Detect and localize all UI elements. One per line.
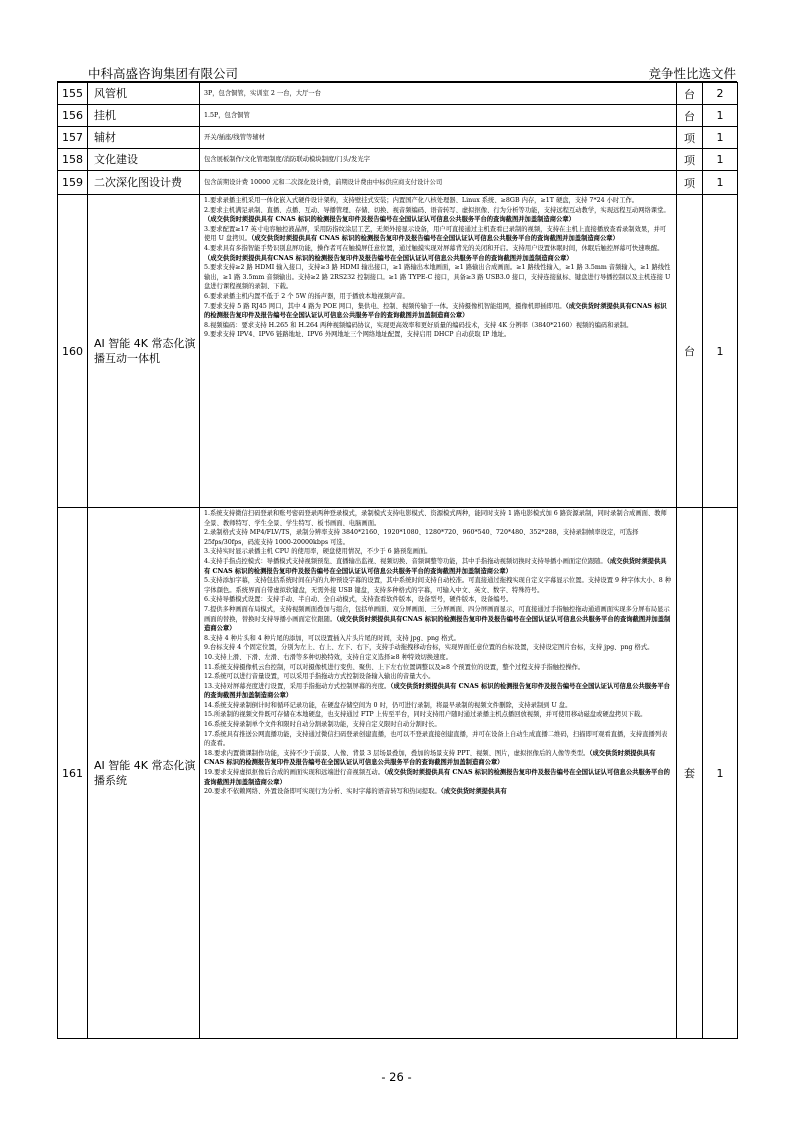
item-quantity: 1 [703, 195, 738, 508]
item-quantity: 1 [703, 105, 738, 127]
spec-text: 11.系统支持摄像机云台控制，可以对摄像机进行变焦、聚焦、上下左右位置调整以及≥8 个预置位的设置，整个过程支持手指触控操作。 [204, 663, 585, 671]
item-unit: 项 [677, 127, 703, 149]
item-name: AI 智能 4K 常态化演播系统 [88, 508, 200, 1039]
spec-text: 1.要求录播主机采用一体化嵌入式硬件设计架构，支持壁挂式安装；内置国产化八核处理器、Linux 系统、≥8GB 内存，≥1T 硬盘，支持 7*24 小时工作。 [204, 197, 639, 204]
spec-item [204, 206, 672, 225]
spec-item [204, 730, 672, 749]
item-unit: 套 [677, 508, 703, 1039]
spec-item [204, 605, 672, 634]
item-name: AI 智能 4K 常态化演播互动一体机 [88, 195, 200, 508]
spec-item [204, 196, 672, 206]
spec-text: 2.录制格式支持 MP4/FLV/TS，录制分辨率支持 3840*2160、1920*1080、1280*720、960*540、720*480、352*288，支持录制帧率设定，可选择 25fps/30fps，码流支持 1000-20000kbps 可选。 [204, 529, 639, 546]
spec-item [204, 720, 672, 730]
item-description: 开关/插座/线管等辅材 [200, 127, 677, 149]
page-number: - 26 - [381, 1070, 412, 1084]
item-name: 挂机 [88, 105, 200, 127]
item-unit: 项 [677, 149, 703, 171]
certification-note: （成交供货时须提供具有CNAS 标识的检测报告复印件及报告编号在全国认证认可信息公共服务平台的查询截图并加盖制造商公章） [204, 615, 671, 633]
spec-item [204, 576, 672, 595]
item-name: 二次深化图设计费 [88, 171, 200, 195]
certification-note: （成交供货时须提供具有CNAS 标识的检测报告复印件及报告编号在全国认证认可信息公共服务平台的查询截图并加盖制造商公章） [204, 749, 656, 767]
spec-item [204, 663, 672, 673]
item-quantity: 1 [703, 149, 738, 171]
spec-text: 9.台标支持 4 个固定位置，分别为左上、右上、左下、右下，支持手动拖拽移动台标，实现界面任意位置的台标设置，支持设定图片台标，支持 jpg、png 格式。 [204, 644, 654, 652]
row-number: 158 [58, 149, 88, 171]
certification-note: （成交供货时须提供具有CNAS 标识的检测报告复印件及报告编号在全国认证认可信息公共服务平台的查询截图并加盖制造商公章） [204, 254, 573, 262]
spec-text: 3.支持实时显示录播主机 CPU 的使用率，硬盘使用情况，不少于 6 路预览画面。 [204, 548, 432, 556]
spec-text: 7.要求支持 5 路 RJ45 网口，其中 4 路为 POE 网口，集供电、控制、视频传输于一体。支持摄像机智能组网，摄像机即插即用。 [204, 302, 566, 310]
spec-item [204, 634, 672, 644]
item-description: 3P，包含铜管，实训室 2 一台，大厅一台 [200, 83, 677, 105]
table-row [58, 171, 738, 195]
table-row [58, 149, 738, 171]
spec-text: 12.系统可以进行音量设置，可以采用手指拖动方式控制设备输入输出的音量大小。 [204, 673, 435, 681]
item-description: 包含展板制作/文化管理制度/消防联动模块制度/门头/发光字 [200, 149, 677, 171]
spec-item [204, 225, 672, 244]
spec-text: 2.要求主机满足录制、直播、点播、互动、导播管理、存储、切换、视音频编码、语音转写、虚拟抠像、行为分析等功能，支持远程互动教学，实现远程互动网络课堂。 [204, 206, 670, 214]
item-unit: 台 [677, 83, 703, 105]
certification-note: （成交供货时须提供具有 CNAS 标识的检测报告复印件及报告编号在全国认证认可信息公共服务平台的查询截图并加盖制造商公章） [204, 682, 670, 700]
spec-item [204, 321, 672, 331]
spec-item [204, 643, 672, 653]
certification-note: （成交供货时须提供具有 CNAS 标识的检测报告复印件及报告编号在全国认证认可信息公共服务平台的查询截图并加盖制造商公章） [204, 216, 575, 224]
item-description [200, 508, 677, 1039]
spec-item [204, 672, 672, 682]
row-number: 155 [58, 83, 88, 105]
spec-list [204, 195, 672, 340]
spec-item [204, 653, 672, 663]
certification-note: （成交供货时须提供具有 CNAS 标识的检测报告复印件及报告编号在全国认证认可信息公共服务平台的查询截图并加盖制造商公章） [204, 557, 667, 575]
item-quantity: 2 [703, 83, 738, 105]
table-row [58, 127, 738, 149]
spec-text: 20.要求不依赖网络、外置设备即可实现行为分析、实时字幕的语音转写和热词提取。 [204, 788, 441, 796]
item-description [200, 195, 677, 508]
spec-text: 7.提供多种画面布局模式，支持视频画面叠加与组合，包括单画面、双分屏画面、三分屏画面、四分屏画面显示，可直接通过手指触控拖动通道画面实现多分屏布局显示画面的替换，替换时支持导播小画面定位跟随。 [204, 605, 670, 623]
spec-text: 18.要求内置微课制作功能，支持不少于前景、人像、背景 3 层场景叠加，叠加的场景支持 PPT、视频、图片，虚拟抠像后的人像等类型。 [204, 749, 590, 757]
row-number: 157 [58, 127, 88, 149]
item-name: 辅材 [88, 127, 200, 149]
row-number: 159 [58, 171, 88, 195]
procurement-table [57, 82, 738, 1039]
spec-item [204, 710, 672, 720]
item-unit: 台 [677, 105, 703, 127]
spec-item [204, 292, 672, 302]
row-number: 156 [58, 105, 88, 127]
item-unit: 台 [677, 195, 703, 508]
spec-item [204, 595, 672, 605]
table-row [58, 195, 738, 508]
certification-note: （成交供货时须提供具有 CNAS 标识的检测报告复印件及报告编号在全国认证认可信息公共服务平台的查询截图并加盖制造商公章） [204, 769, 670, 786]
spec-text: 19.要求支持虚拟抠像后合成的画面实现和远端进行音视频互动。 [204, 769, 385, 777]
spec-text: 8.视频编码：要求支持 H.265 和 H.264 两种视频编码协议，实现更高效率和更好质量的编码技术，支持 4K 分辨率（3840*2160）视频的编码和录制。 [204, 321, 633, 329]
spec-item [204, 682, 672, 701]
item-description: 包含前期设计费 10000 元和二次深化设计费，前期设计费由中标供应商支付设计公司 [200, 171, 677, 195]
spec-item [204, 787, 672, 797]
spec-text: 10.支持上滑、下滑、左滑、右滑等多种切换特效，支持自定义选择≥8 种特效切换速度。 [204, 653, 452, 661]
spec-item [204, 547, 672, 557]
spec-item [204, 557, 672, 576]
item-quantity: 1 [703, 508, 738, 1039]
table-row [58, 508, 738, 1039]
spec-text: 1.系统支持微信扫码登录和账号密码登录两种登录模式，录制模式支持电影模式、资源模式两种，能同时支持 1 路电影模式加 6 路资源录制，同时录制合成画面、教师全景、教师特写、学生全景、学生特写、板书画面、电脑画面。 [204, 510, 667, 527]
certification-note: （成交供货时须提供具有CNAS 标识的检测报告复印件及报告编号在全国认证认可信息公共服务平台的查询截图并加盖制造商公章） [204, 302, 667, 320]
certification-note: （成交供货时须提供具有 CNAS 标识的检测报告复印件及报告编号在全国认证认可信息公共服务平台的查询截图并加盖制造商公章） [251, 235, 619, 243]
spec-text: 14.系统支持录制倒计时和循环记录功能，在硬盘存储空间为 0 时，仍可进行录制，将最早录制的视频文件删除，支持录制到 U 盘。 [204, 701, 572, 709]
item-description: 1.5P，包含铜管 [200, 105, 677, 127]
page-header [88, 64, 736, 82]
item-name: 文化建设 [88, 149, 200, 171]
spec-text: 6.要求录播主机内置不低于 2 个 5W 的扬声器，用于播放本地视频声音。 [204, 292, 409, 300]
spec-item [204, 509, 672, 528]
company-name: 中科高盛咨询集团有限公司 [88, 66, 239, 81]
spec-item [204, 244, 672, 263]
spec-text: 15.所录制的视频文件既可存储在本地硬盘，也支持通过 FTP 上传至平台，同时支持用户随时通过录播主机点播回放视频，并可使用移动磁盘或硬盘拷贝下载。 [204, 711, 647, 719]
spec-text: 6.支持导播模式设置：支持手动、半自动、全自动模式，支持查看软件版本，设备型号，硬件版本，设备编号。 [204, 596, 513, 604]
spec-text: 4.要求具有多指智能手势识别息屏功能，操作者可在触摸屏任意位置，通过触摸实现对屏幕背光的关闭和开启。支持用户设置休眠时间，休眠后触控屏幕可快速唤醒。 [204, 244, 664, 252]
item-name: 风管机 [88, 83, 200, 105]
document-title: 竞争性比选文件 [648, 66, 736, 81]
spec-item [204, 749, 672, 768]
spec-text: 8.支持 4 种片头和 4 种片尾的添加，可以设置插入片头片尾的时间，支持 jpg、png 格式。 [204, 634, 460, 642]
spec-list [204, 508, 672, 797]
spec-text: 5.支持添加字幕，支持包括系统时间在内的九种预设字幕的设置，其中系统时间支持自动校准。可直接通过拖拽实现自定义字幕显示位置。支持设置 9 种字体大小、8 种字体颜色。系统界面自带虚拟软键盘，无需外接 USB 键盘，支持多种格式的字幕，可输入中文、英文、数字、特殊符号。 [204, 577, 672, 594]
spec-text: 13.支持对屏幕亮度进行设置，采用手指拖动方式控制屏幕的亮度。 [204, 682, 391, 690]
item-unit: 项 [677, 171, 703, 195]
spec-text: 4.支持手指点控模式：导播模式支持视频预览、直播输出监视、视频切换、音频调整等功能，其中手指拖动视频切换时支持导播小画面定位跟随。 [204, 557, 607, 565]
item-quantity: 1 [703, 127, 738, 149]
spec-text: 17.系统具有推送公网直播功能，支持通过微信扫码登录创建直播，也可以不登录直接创建直播，并可在设备上自动生成直播二维码，扫描即可观看直播，支持直播列表的查看。 [204, 730, 668, 748]
spec-item [204, 302, 672, 321]
table-row [58, 83, 738, 105]
item-quantity: 1 [703, 171, 738, 195]
spec-item [204, 330, 672, 340]
row-number: 161 [58, 508, 88, 1039]
spec-item [204, 528, 672, 547]
table-row [58, 105, 738, 127]
spec-text: 5.要求支持≥2 路 HDMI 输入接口，支持≥3 路 HDMI 输出接口，≥1 路输出本地画面，≥1 路输出合成画面。≥1 路线性输入，≥1 路 3.5mm 音频输入，≥1 路线性输出，≥1 路 3.5mm 音频输出。支持≥2 路 2RS232 控制接口。≥1 路 TYPE-C 接口，具备≥3 路 USB3.0 接口，支持连接鼠标、键盘进行导播控制以及主机连接 U 盘进行课程视频的录制、下载。 [204, 264, 671, 291]
spec-text: 9.要求支持 IPV4、IPV6 链路地址、IPV6 外网地址三个网络地址配置，支持启用 DHCP 自动获取 IP 地址。 [204, 331, 511, 339]
certification-note: （成交供货时须提供具有 [440, 788, 507, 796]
spec-text: 3.要求配置≥17 英寸电容触控液晶屏，采用防指纹涂层工艺，无须外接显示设备，用户可直接通过主机查看已录制的视频，支持在主机上直接播放查看录制效果，并可使用 U 盘拷贝。 [204, 225, 667, 243]
spec-item [204, 701, 672, 711]
spec-item [204, 263, 672, 292]
spec-item [204, 768, 672, 787]
row-number: 160 [58, 195, 88, 508]
spec-text: 16.系统支持录制单个文件和限时自动分割录制功能，支持自定义限时自动分割时长。 [204, 721, 441, 729]
